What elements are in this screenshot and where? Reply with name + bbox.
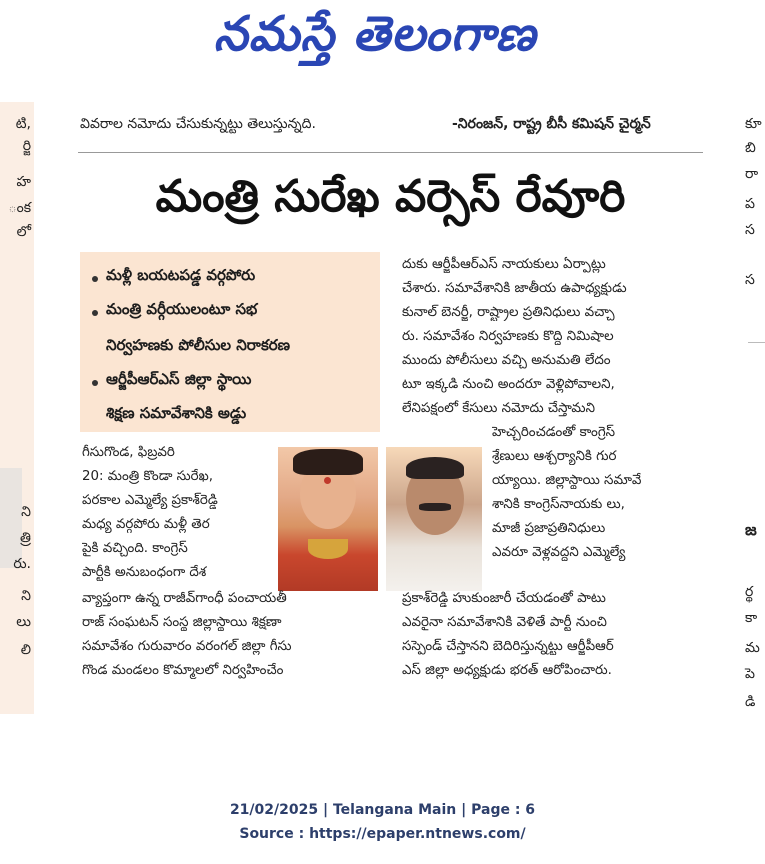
body-text-line: హెచ్చరించడంతో కాంగ్రెస్ [492,425,616,440]
right-strip-text: జ [745,520,757,539]
article-headline: మంత్రి సురేఖ వర్సెస్ రేవూరి [155,171,626,222]
hair-shape [293,449,363,475]
body-text-line: గొండ మండలం కొమ్మాలలో నిర్వహించేం [82,663,284,678]
adjacent-photo [0,468,22,568]
right-strip-text: పె [745,666,755,682]
right-strip-text: రా [745,166,759,182]
left-strip-text: లు [16,614,31,630]
moustache-shape [419,503,451,511]
left-strip-text: ర్జి [22,138,31,154]
left-strip-text: లో [16,224,31,240]
body-text-line: ముందు పోలీసులు వచ్చి అనుమతి లేదం [402,353,611,368]
summary-box [80,252,380,432]
body-text-line: గీసుగొండ, ఫిబ్రవరి [82,445,175,460]
body-text-line: చేశారు. సమావేశానికి జాతీయ ఉపాధ్యక్షుడు [402,281,627,296]
left-strip-text: ంక [8,200,31,216]
body-text-line: లేనిపక్షంలో కేసులు నమోదు చేస్తామని [402,401,595,416]
body-text-line: య్యాయి. జిల్లాస్థాయి సమావే [492,473,642,488]
body-text-line: ఎవరూ వెళ్లవద్దని ఎమ్మెల్యే [492,545,626,560]
right-strip-text: డి [745,694,756,710]
body-text-line: శానికి కాంగ్రెస్‌నాయకు లు, [492,497,625,512]
bindi-shape [324,477,331,484]
right-strip-text: కూ [745,116,762,132]
right-strip-text: ర్థ [745,584,754,600]
body-text-line: రు. సమావేశం నిర్వహణకు కొద్ది నిమిషాల [402,329,614,344]
body-text-line: సమావేశం గురువారం వరంగల్ జిల్లా గీసు [82,639,292,654]
left-strip-text: హ [16,174,31,190]
body-text-line: ఎస్ జిల్లా అధ్యక్షుడు భరత్ ఆరోపించారు. [402,663,612,678]
body-text-line: మాజీ ప్రజాప్రతినిధులు [492,521,606,536]
bullet-icon [92,310,98,316]
summary-point: మంత్రి వర్గీయులంటూ సభ [106,300,258,318]
divider [78,152,703,153]
body-text-line: కునాల్ బెనర్జీ, రాష్ట్రాల ప్రతినిధులు వచ్చా [402,305,615,320]
left-strip-text: ని [21,588,31,604]
footer-date-edition: 21/02/2025 | Telangana Main | Page : 6 [229,802,536,818]
photo-konda-surekha [278,447,378,591]
bullet-icon [92,276,98,282]
body-text-line: ఎవరైనా సమావేశానికి వెళితే పార్టీ నుంచి [402,615,607,630]
masthead [0,0,765,72]
body-text-line: ప్రకాశ్‌రెడ్డి హుకుంజారీ చేయడంతో పాటు [402,591,606,606]
newspaper-logo: నమస్తే తెలంగాణ [213,6,537,62]
previous-article-quote-credit: -నిరంజన్, రాష్ట్ర బీసీ కమిషన్ చైర్మన్ [452,116,651,132]
right-strip-text: ప [745,196,755,212]
divider [748,342,765,343]
adjacent-column-left [0,102,34,714]
right-strip-text: స [745,272,755,288]
adjacent-column-right [742,102,765,714]
body-text-line: 20: మంత్రి కొండా సురేఖ, [82,469,213,484]
left-strip-text: టి, [15,116,31,132]
left-strip-text: ని [21,504,31,520]
previous-article-tail: వివరాల నమోదు చేసుకున్నట్టు తెలుస్తున్నది. [80,116,316,132]
body-text-line: శ్రేణులు ఆశ్చర్యానికి గుర [492,449,617,464]
right-strip-text: స [745,222,755,238]
body-text-line: మధ్య వర్గపోరు మళ్లీ తెర [82,517,210,532]
summary-point: ఆర్జీపీఆర్ఎస్ జిల్లా స్థాయి [106,370,252,388]
summary-point-continued: నిర్వహణకు పోలీసుల నిరాకరణ [106,336,291,354]
hair-shape [406,457,464,479]
body-text-line: రాజ్ సంఘటన్ సంస్థ జిల్లాస్థాయి శిక్షణా [82,615,282,630]
right-strip-text: మ [745,640,760,656]
body-text-line: దుకు ఆర్జీపీఆర్ఎస్ నాయకులు ఏర్పాట్లు [402,257,606,272]
footer-source: Source : https://epaper.ntnews.com/ [239,826,526,842]
bullet-icon [92,380,98,386]
necklace-shape [308,539,348,559]
left-strip-text: రు. [13,556,31,572]
body-text-line: పైకి వచ్చింది. కాంగ్రెస్ [82,541,188,556]
left-strip-text: త్రి [20,530,31,546]
body-text-line: పార్టీకి అనుబంధంగా దేశ [82,565,207,580]
summary-point-continued: శిక్షణ సమావేశానికి అడ్డు [106,404,247,422]
photo-revuri-prakash-reddy [386,447,482,591]
body-text-line: పరకాల ఎమ్మెల్యే ప్రకాశ్‌రెడ్డి [82,493,218,508]
body-text-line: వ్యాప్తంగా ఉన్న రాజీవ్‌గాంధీ పంచాయతీ [82,591,287,606]
summary-point: మళ్లీ బయటపడ్డ వర్గపోరు [106,266,256,284]
right-strip-text: బి [745,140,756,156]
body-text-line: టూ ఇక్కడి నుంచి అందరూ వెళ్లిపోవాలని, [402,377,615,392]
right-strip-text: కా [745,610,758,626]
body-text-line: సస్పెండ్ చేస్తానని బెదిరిస్తున్నట్టు ఆర్జీపీఆర్ [402,639,614,654]
left-strip-text: లి [20,642,31,658]
